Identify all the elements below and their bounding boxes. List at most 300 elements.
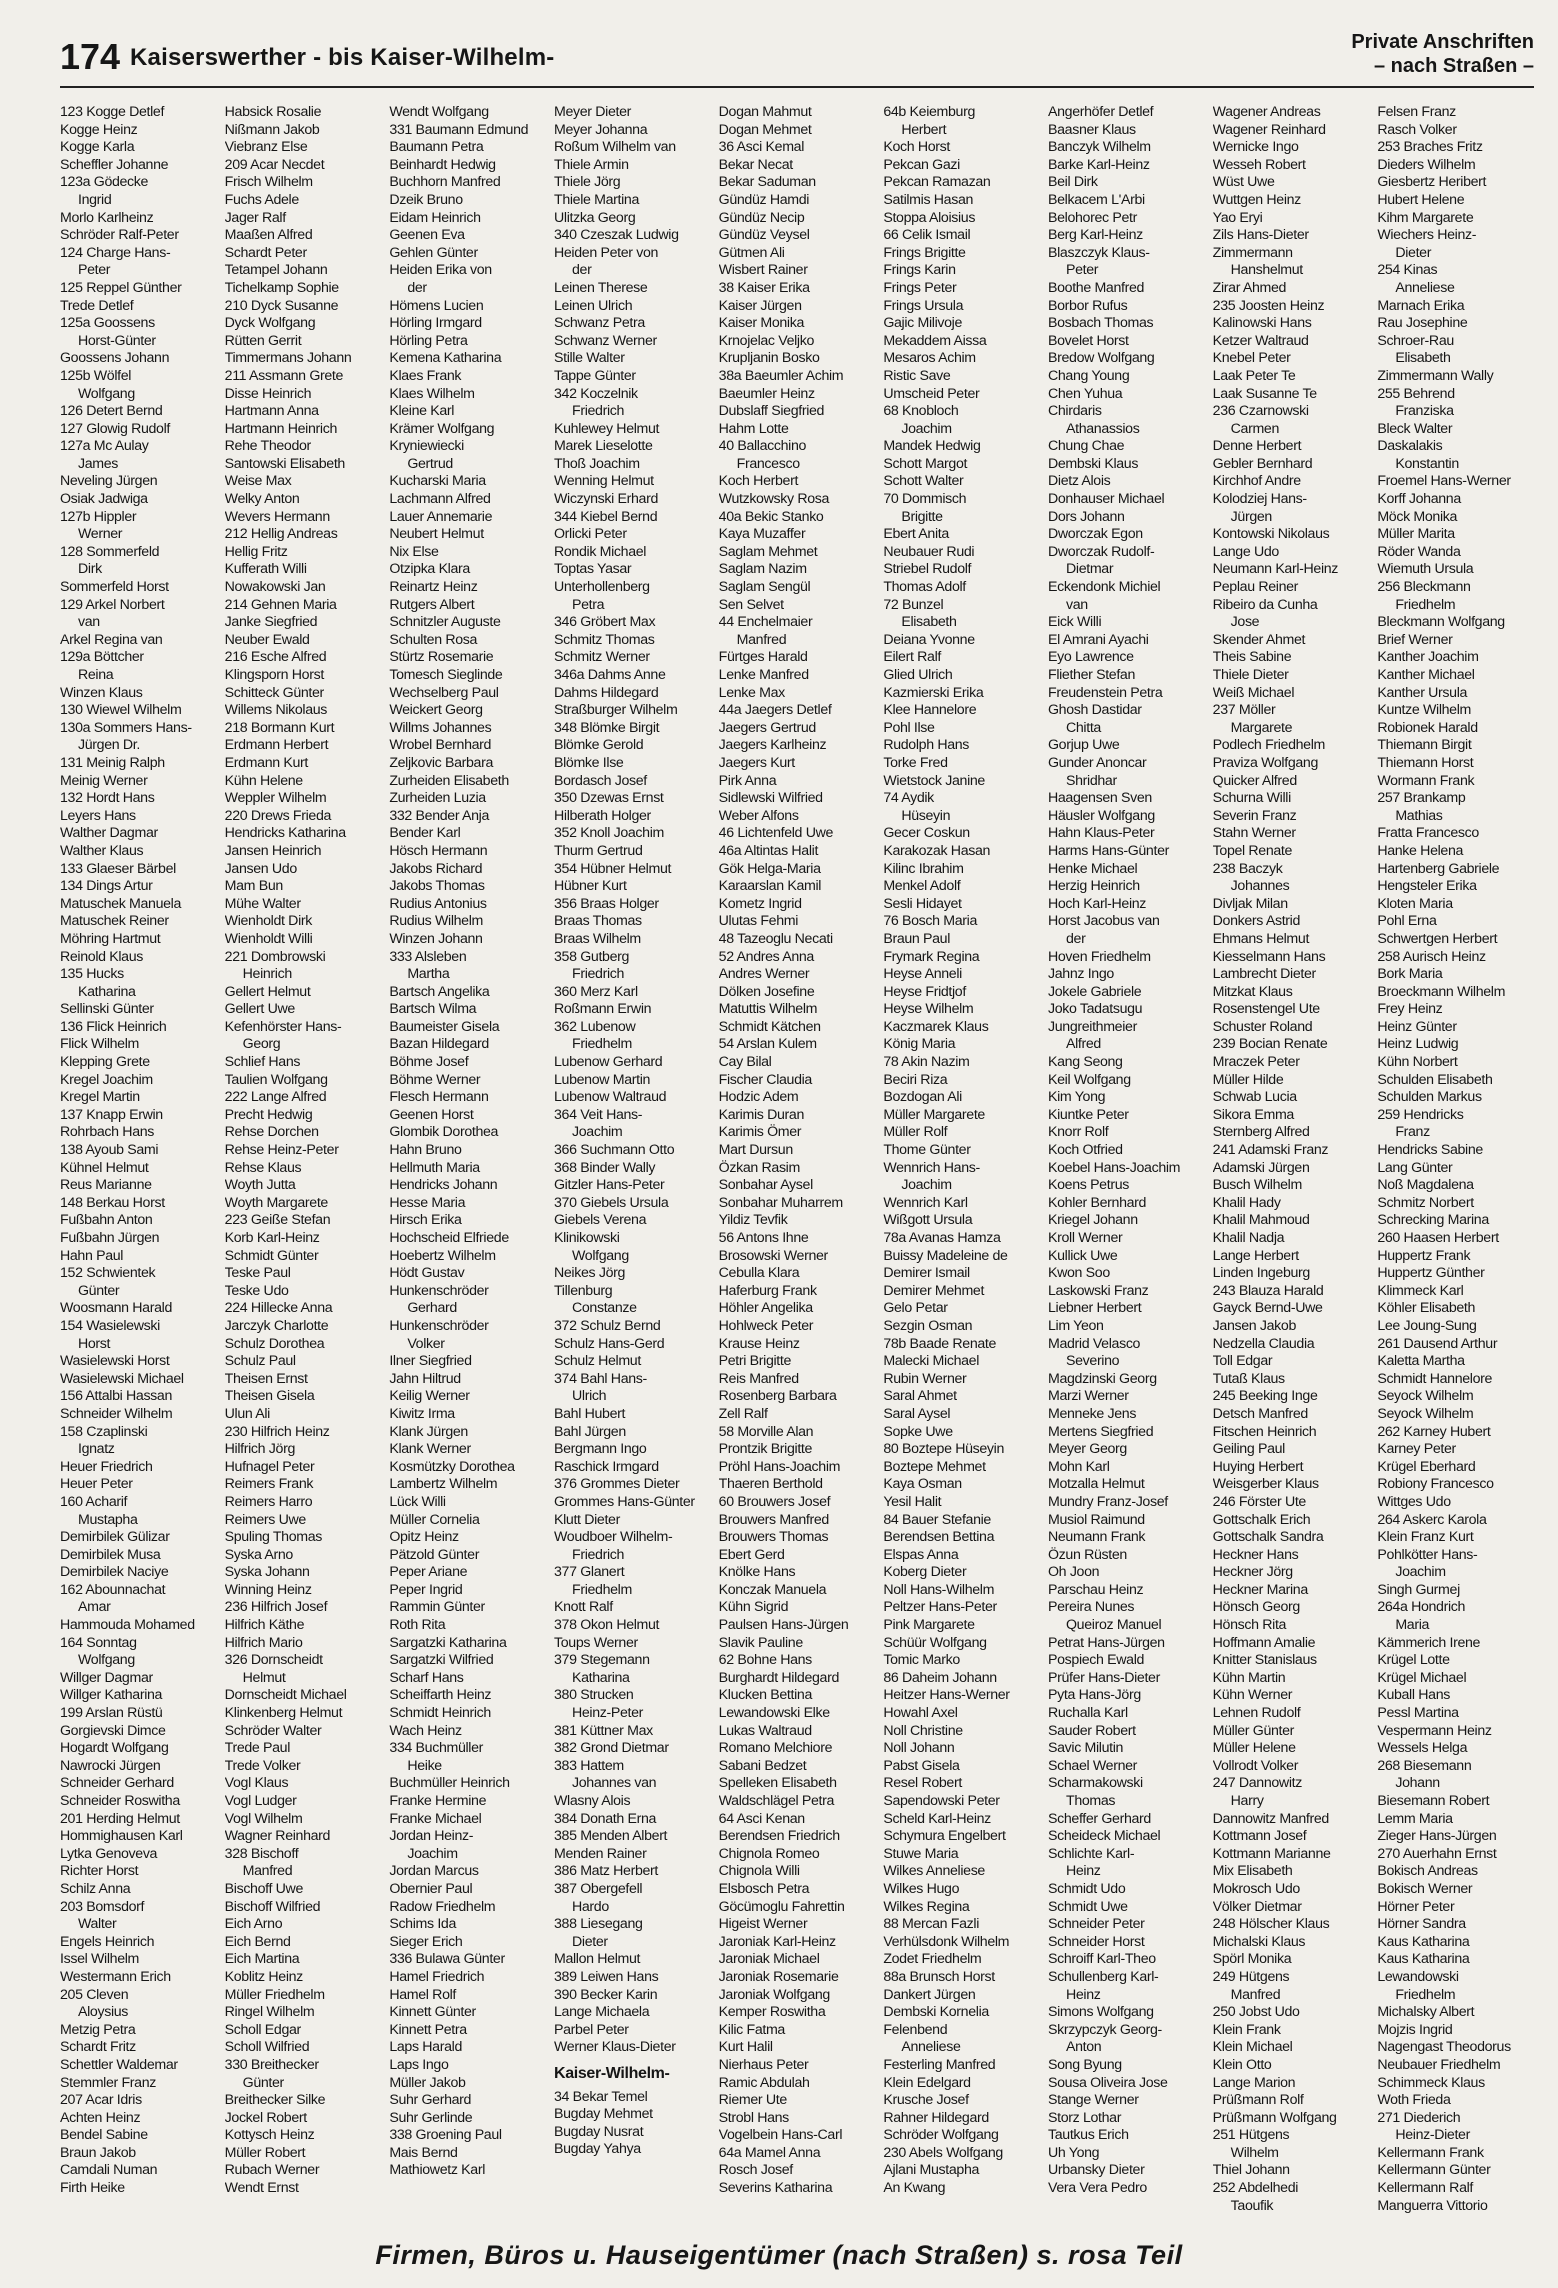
entry-continuation: Friedrich [572, 966, 625, 983]
directory-entry: Krusche Josef [883, 2092, 969, 2109]
directory-entry: Quicker Alfred [1212, 772, 1297, 789]
directory-entry: Bartsch Angelika [389, 983, 490, 1000]
directory-entry: Neubauer Friedhelm [1377, 2056, 1501, 2073]
directory-entry: Bozdogan Ali [883, 1089, 962, 1106]
entry-continuation: der [1066, 930, 1086, 947]
directory-entry: Reimers Frank [224, 1476, 314, 1493]
directory-entry: 387 Obergefell [554, 1880, 643, 1897]
directory-entry: Hammouda Mohamed [60, 1617, 195, 1634]
directory-entry: Kaus Katharina [1377, 1951, 1470, 1968]
entry-continuation: Heinz-Dieter [1395, 2127, 1470, 2144]
directory-entry: Kohler Bernhard [1048, 1194, 1147, 1211]
directory-entry: Seyock Wilhelm [1377, 1405, 1474, 1422]
directory-entry: Freudenstein Petra [1048, 684, 1163, 701]
directory-entry: Kinnett Petra [389, 2021, 467, 2038]
directory-entry: Heckner Hans [1212, 1546, 1299, 1563]
directory-entry: Kuntze Wilhelm [1377, 702, 1471, 719]
directory-entry: Pätzold Günter [389, 1546, 480, 1563]
directory-entry: Jungreithmeier [1048, 1018, 1137, 1035]
directory-entry: Wennrich Hans- [883, 1159, 980, 1176]
directory-entry: 88a Brunsch Horst [883, 1968, 995, 1985]
entry-continuation: Hanshelmut [1230, 262, 1303, 279]
directory-entry: Hanke Helena [1377, 842, 1464, 859]
directory-entry: Jansen Jakob [1212, 1317, 1297, 1334]
directory-entry: Fußbahn Anton [60, 1212, 153, 1229]
directory-entry: Kufferath Willi [224, 561, 307, 578]
page-number: 174 [60, 36, 121, 77]
directory-entry: Heinz Ludwig [1377, 1036, 1459, 1053]
directory-entry: Hubert Helene [1377, 191, 1465, 208]
directory-entry: Flesch Hermann [389, 1089, 489, 1106]
directory-entry: Karakozak Hasan [883, 842, 991, 859]
directory-entry: Boztepe Mehmet [883, 1458, 986, 1475]
directory-entry: Matuttis Wilhelm [718, 1001, 818, 1018]
directory-entry: Manguerra Vittorio [1377, 2197, 1488, 2214]
entry-continuation: Volker [407, 1335, 445, 1352]
directory-entry: Keilig Werner [389, 1388, 470, 1405]
directory-entry: Vespermann Heinz [1377, 1722, 1492, 1739]
directory-entry: 135 Hucks [60, 966, 124, 983]
directory-entry: Belkacem L'Arbi [1048, 191, 1145, 208]
directory-entry: Dietz Alois [1048, 473, 1111, 490]
directory-entry: Leyers Hans [60, 807, 136, 824]
directory-entry: Zurheiden Luzia [389, 790, 486, 807]
directory-entry: Sellinski Günter [60, 1001, 154, 1018]
street-heading: Kaiser-Wilhelm- [554, 2064, 670, 2082]
directory-entry: Donkers Astrid [1212, 913, 1301, 930]
directory-entry: Erdmann Herbert [224, 737, 329, 754]
directory-entry: Kurt Halil [718, 2039, 773, 2056]
directory-entry: Jaroniak Rosemarie [718, 1968, 839, 1985]
directory-entry: 348 Blömke Birgit [554, 719, 660, 736]
directory-entry: Klingsporn Horst [224, 667, 324, 683]
directory-entry: Weickert Georg [389, 702, 483, 719]
directory-entry: Meyer Johanna [554, 121, 648, 138]
directory-entry: Klein Otto [1212, 2056, 1272, 2073]
directory-entry: Sargatzki Wilfried [389, 1652, 494, 1669]
directory-entry: 236 Hilfrich Josef [224, 1599, 328, 1616]
directory-entry: Heuer Friedrich [60, 1458, 153, 1475]
directory-entry: Rubin Werner [883, 1370, 967, 1387]
directory-entry: Krause Heinz [718, 1335, 800, 1352]
directory-entry: Möck Monika [1377, 508, 1458, 525]
entry-continuation: Walter [78, 1916, 117, 1933]
directory-entry: Pekcan Ramazan [883, 174, 991, 191]
entry-continuation: Martha [407, 966, 450, 983]
directory-entry: 74 Aydik [883, 790, 934, 807]
directory-entry: Bugday Mehmet [554, 2106, 653, 2123]
directory-entry: 328 Bischoff [224, 1845, 299, 1862]
directory-entry: Yildiz Tevfik [718, 1212, 788, 1229]
directory-entry: Trede Detlef [60, 297, 134, 314]
entry-continuation: Jose [1230, 614, 1260, 631]
directory-entry: 80 Boztepe Hüseyin [883, 1441, 1005, 1458]
directory-entry: Brouwers Thomas [718, 1529, 829, 1546]
directory-entry: Scholl Edgar [224, 2021, 301, 2038]
directory-entry: 130 Wiewel Wilhelm [60, 702, 182, 719]
directory-entry: Hübner Kurt [554, 878, 627, 895]
directory-entry: Reinartz Heinz [389, 579, 478, 596]
directory-entry: Matuschek Manuela [60, 895, 182, 912]
directory-entry: Frings Peter [883, 279, 957, 296]
directory-entry: Malecki Michael [883, 1353, 979, 1370]
directory-entry: Kaczmarek Klaus [883, 1018, 989, 1035]
directory-entry: Schims Ida [389, 1916, 457, 1933]
directory-entry: 356 Braas Holger [554, 895, 659, 912]
directory-entry: Kottmann Marianne [1212, 1845, 1331, 1862]
entry-continuation: Heinz [1066, 1986, 1101, 2003]
directory-entry: Häusler Wolfgang [1048, 807, 1155, 824]
directory-entry: Khalil Nadja [1212, 1230, 1285, 1246]
directory-entry: Buissy Madeleine de [883, 1247, 1008, 1264]
directory-entry: Neumann Karl-Heinz [1212, 561, 1339, 578]
directory-entry: Skender Ahmet [1212, 631, 1306, 648]
directory-entry: Winzen Johann [389, 930, 483, 947]
directory-entry: Schitteck Günter [224, 684, 324, 701]
directory-entry: Belohorec Petr [1048, 209, 1137, 226]
directory-entry: Schneider Gerhard [60, 1775, 174, 1792]
directory-entry: Bredow Wolfgang [1048, 350, 1155, 367]
directory-entry: Geenen Eva [389, 227, 465, 244]
directory-entry: Mart Dursun [718, 1142, 793, 1159]
directory-entry: Pohlkötter Hans- [1377, 1546, 1478, 1563]
directory-entry: 152 Schwientek [60, 1265, 156, 1282]
directory-entry: Grommes Hans-Günter [554, 1493, 695, 1510]
directory-entry: 44a Jaegers Detlef [718, 702, 832, 719]
directory-entry: Gelo Petar [883, 1300, 948, 1317]
directory-entry: Pekcan Gazi [883, 156, 960, 173]
directory-entry: Heyse Wilhelm [883, 1001, 974, 1018]
directory-entry: Jockel Robert [224, 2109, 307, 2126]
directory-entry: Kühn Martin [1212, 1669, 1286, 1686]
entry-continuation: Mustapha [78, 1511, 138, 1528]
directory-entry: Kellermann Günter [1377, 2162, 1491, 2179]
directory-entry: 40 Ballacchino [718, 438, 807, 455]
directory-entry: Toll Edgar [1212, 1353, 1273, 1370]
directory-entry: 230 Hilfrich Heinz [224, 1423, 330, 1440]
directory-entry: Umscheid Peter [883, 385, 980, 402]
directory-entry: 257 Brankamp [1377, 790, 1466, 807]
directory-entry: 220 Drews Frieda [224, 807, 332, 824]
directory-entry: Woyth Jutta [224, 1177, 296, 1194]
footer-note: Firmen, Büros u. Hauseigentümer (nach Straßen) s. rosa Teil [375, 2240, 1183, 2270]
entry-continuation: Dieter [572, 1933, 608, 1950]
directory-entry: Hartmann Anna [224, 403, 319, 420]
directory-entry: Marnach Erika [1377, 297, 1465, 314]
directory-entry: Keil Wolfgang [1048, 1071, 1131, 1088]
directory-entry: Schardt Fritz [60, 2039, 136, 2056]
entry-continuation: Friedhelm [572, 1581, 632, 1598]
directory-entry: Sternberg Alfred [1212, 1124, 1310, 1141]
directory-entry: Hendricks Katharina [224, 825, 346, 842]
directory-entry: 138 Ayoub Sami [60, 1142, 159, 1159]
directory-entry: Kriegel Johann [1048, 1212, 1138, 1229]
entry-continuation: van [1066, 596, 1088, 613]
directory-entry: 48 Tazeoglu Necati [718, 930, 833, 947]
directory-entry: Bugday Yahya [554, 2141, 641, 2158]
directory-entry: Musiol Raimund [1048, 1511, 1145, 1528]
directory-entry: Reimers Harro [224, 1493, 313, 1510]
directory-entry: 125b Wölfel [60, 367, 132, 384]
page-title: Kaiserswerther - bis Kaiser-Wilhelm- [130, 44, 555, 71]
directory-entry: Mam Bun [224, 878, 283, 895]
directory-entry: Marek Lieselotte [554, 438, 653, 455]
directory-entry: Kanther Joachim [1377, 649, 1479, 666]
directory-entry: Rudolph Hans [883, 737, 970, 754]
directory-entry: 239 Bocian Renate [1212, 1036, 1328, 1053]
entry-continuation: der [407, 279, 427, 296]
directory-entry: Roth Rita [389, 1617, 446, 1634]
directory-entry: Klee Hannelore [883, 702, 977, 719]
directory-entry: Rosenberg Barbara [718, 1388, 837, 1405]
directory-entry: 58 Morville Alan [718, 1423, 814, 1440]
directory-entry: Kryniewiecki [389, 438, 464, 455]
directory-entry: Peper Ariane [389, 1564, 468, 1581]
directory-entry: Vogl Klaus [224, 1775, 289, 1792]
directory-entry: Schlief Hans [224, 1054, 301, 1071]
directory-entry: Singh Gurmej [1377, 1581, 1460, 1598]
directory-entry: Ajlani Mustapha [883, 2162, 980, 2179]
directory-entry: 250 Jobst Udo [1212, 2004, 1300, 2021]
directory-entry: Bischoff Wilfried [224, 1898, 321, 1915]
directory-entry: 248 Hölscher Klaus [1212, 1916, 1330, 1933]
directory-entry: Jaroniak Michael [718, 1951, 820, 1968]
directory-entry: 158 Czaplinski [60, 1423, 148, 1440]
directory-entry: Yao Eryi [1212, 209, 1263, 226]
directory-entry: Fliether Stefan [1048, 667, 1136, 683]
directory-entry: Stange Werner [1048, 2092, 1139, 2109]
directory-entry: Eich Arno [224, 1916, 283, 1933]
directory-entry: Kregel Joachim [60, 1071, 153, 1088]
directory-entry: 390 Becker Karin [554, 1986, 658, 2003]
directory-entry: Winning Heinz [224, 1581, 312, 1598]
directory-entry: Hahn Paul [60, 1247, 124, 1264]
directory-entry: 376 Grommes Dieter [554, 1476, 680, 1493]
directory-entry: Weber Alfons [718, 807, 799, 824]
directory-entry: Rosch Josef [718, 2162, 793, 2179]
directory-entry: Hohlweck Peter [718, 1317, 814, 1334]
directory-entry: 134 Dings Artur [60, 878, 153, 895]
directory-entry: Song Byung [1048, 2056, 1122, 2073]
directory-entry: Camdali Numan [60, 2162, 158, 2179]
directory-entry: Hörner Sandra [1377, 1916, 1466, 1933]
directory-entry: Pohl Ilse [883, 719, 935, 736]
directory-entry: Pereira Nunes [1048, 1599, 1135, 1616]
entry-continuation: Joachim [1395, 1564, 1446, 1581]
directory-entry: Dieders Wilhelm [1377, 156, 1476, 173]
directory-entry: Chen Yuhua [1048, 385, 1123, 402]
directory-entry: Madrid Velasco [1048, 1335, 1141, 1352]
directory-entry: Breithecker Silke [224, 2092, 326, 2109]
entry-continuation: Manfred [242, 1863, 293, 1880]
directory-entry: Klimmeck Karl [1377, 1282, 1464, 1299]
directory-entry: Heiden Peter von [554, 244, 659, 261]
directory-entry: Flick Wilhelm [60, 1036, 139, 1053]
directory-entry: 350 Dzewas Ernst [554, 790, 664, 807]
directory-entry: Schwertgen Herbert [1377, 930, 1498, 947]
directory-entry: Wutzkowsky Rosa [718, 491, 830, 508]
directory-entry: Schurna Willi [1212, 790, 1291, 807]
directory-entry: Hoebertz Wilhelm [389, 1247, 496, 1264]
directory-entry: Vogelbein Hans-Carl [718, 2127, 843, 2144]
directory-entry: Michalski Klaus [1212, 1933, 1306, 1950]
entry-continuation: Wolfgang [572, 1247, 629, 1264]
directory-entry: Hartmann Heinrich [224, 420, 337, 437]
directory-entry: Wittges Udo [1377, 1493, 1451, 1510]
directory-entry: Schardt Peter [224, 244, 307, 261]
directory-entry: Dubslaff Siegfried [718, 403, 825, 420]
directory-entry: 203 Bomsdorf [60, 1898, 145, 1915]
directory-entry: 214 Gehnen Maria [224, 596, 337, 613]
entry-continuation: Dietmar [1066, 561, 1114, 578]
directory-entry: 126 Detert Bernd [60, 403, 163, 420]
entry-continuation: James [78, 455, 119, 472]
directory-entry: Sidlewski Wilfried [718, 790, 823, 807]
directory-entry: Dworczak Egon [1048, 526, 1143, 543]
directory-entry: Winzen Klaus [60, 684, 143, 701]
directory-entry: Müller Rolf [883, 1124, 948, 1141]
directory-entry: Frisch Wilhelm [224, 174, 313, 191]
directory-entry: Wechselberg Paul [389, 684, 499, 701]
directory-entry: Laps Ingo [389, 2056, 449, 2073]
directory-entry: Rau Josephine [1377, 315, 1468, 332]
directory-entry: 271 Diederich [1377, 2109, 1461, 2126]
directory-entry: Schneider Roswitha [60, 1793, 180, 1809]
directory-entry: 352 Knoll Joachim [554, 825, 664, 842]
directory-entry: Savic Milutin [1048, 1740, 1124, 1757]
directory-entry: Mix Elisabeth [1212, 1863, 1293, 1880]
entry-continuation: Alfred [1066, 1036, 1101, 1053]
directory-entry: 249 Hütgens [1212, 1968, 1290, 1985]
directory-entry: Laps Harald [389, 2039, 462, 2056]
directory-entry: Peltzer Hans-Peter [883, 1599, 997, 1616]
directory-entry: Opitz Heinz [389, 1529, 459, 1546]
directory-entry: Böhme Werner [389, 1071, 481, 1088]
entry-continuation: Peter [78, 262, 111, 279]
entry-continuation: Joachim [901, 1177, 952, 1194]
directory-entry: 224 Hillecke Anna [224, 1300, 333, 1317]
directory-entry: 358 Gutberg [554, 948, 630, 965]
directory-entry: Tappe Günter [554, 367, 636, 384]
directory-entry: Schuster Roland [1212, 1018, 1313, 1035]
directory-entry: Schmidt Uwe [1048, 1898, 1128, 1915]
directory-entry: Denne Herbert [1212, 438, 1302, 455]
directory-entry: Chirdaris [1048, 403, 1102, 420]
directory-entry: Krämer Wolfgang [389, 420, 495, 437]
entry-continuation: Anton [1066, 2039, 1102, 2056]
directory-entry: Eilert Ralf [883, 649, 941, 666]
directory-entry: Hilfrich Käthe [224, 1617, 305, 1634]
directory-entry: 254 Kinas [1377, 262, 1438, 279]
directory-entry: Wevers Hermann [224, 508, 330, 525]
directory-column [554, 104, 711, 2224]
directory-entry: 124 Charge Hans- [60, 244, 171, 261]
directory-entry: Heuer Peter [60, 1476, 133, 1493]
directory-entry: Herzig Heinrich [1048, 878, 1140, 895]
directory-entry: 201 Herding Helmut [60, 1810, 180, 1827]
directory-entry: Parschau Heinz [1048, 1581, 1144, 1598]
directory-entry: Hodzic Adem [718, 1089, 799, 1106]
directory-entry: An Kwang [883, 2180, 946, 2197]
directory-entry: Wrobel Bernhard [389, 737, 492, 754]
directory-entry: Schroer-Rau [1377, 332, 1454, 349]
directory-entry: Lang Günter [1377, 1159, 1453, 1176]
directory-entry: Sezgin Osman [883, 1317, 973, 1334]
directory-entry: Rondik Michael [554, 543, 647, 560]
directory-entry: Nißmann Jakob [224, 121, 320, 138]
directory-column [389, 104, 546, 2224]
directory-entry: Klaes Wilhelm [389, 385, 475, 402]
directory-entry: Klepping Grete [60, 1054, 150, 1071]
directory-entry: Santowski Elisabeth [224, 455, 345, 472]
directory-entry: Harms Hans-Günter [1048, 842, 1169, 859]
directory-entry: Kalinowski Hans [1212, 315, 1312, 332]
directory-entry: Kogge Karla [60, 139, 135, 156]
directory-entry: Scheffer Gerhard [1048, 1810, 1151, 1827]
directory-entry: Fürtges Harald [718, 649, 808, 666]
directory-entry: Schwanz Werner [554, 332, 657, 349]
directory-entry: Röder Wanda [1377, 543, 1461, 560]
directory-entry: Bosbach Thomas [1048, 315, 1154, 332]
directory-entry: 261 Dausend Arthur [1377, 1335, 1498, 1352]
directory-entry: Weppler Wilhelm [224, 790, 327, 807]
directory-entry: Koch Otfried [1048, 1142, 1123, 1159]
directory-entry: Brosowski Werner [718, 1247, 828, 1264]
directory-entry: Khalil Hady [1212, 1194, 1281, 1211]
directory-entry: Pirk Anna [718, 772, 777, 789]
entry-continuation: Queiroz Manuel [1066, 1617, 1162, 1634]
directory-entry: Bendel Sabine [60, 2127, 148, 2144]
directory-entry: Wormann Frank [1377, 772, 1475, 789]
directory-entry: Detsch Manfred [1212, 1405, 1308, 1422]
directory-entry: Festerling Manfred [883, 2056, 996, 2073]
directory-entry: Wendt Wolfgang [389, 104, 489, 120]
directory-entry: 354 Hübner Helmut [554, 860, 672, 877]
directory-entry: Cay Bilal [718, 1054, 772, 1071]
directory-entry: Chang Young [1048, 367, 1130, 384]
directory-entry: Hönsch Rita [1212, 1617, 1287, 1634]
directory-entry: Ristic Save [883, 367, 951, 384]
entry-continuation: Wolfgang [78, 1652, 135, 1669]
directory-entry: Knebel Peter [1212, 350, 1291, 367]
directory-entry: Rehe Theodor [224, 438, 311, 455]
directory-entry: Lubenow Waltraud [554, 1089, 667, 1106]
directory-entry: Kuhlewey Helmut [554, 420, 660, 437]
directory-entry: 162 Abounnachat [60, 1581, 166, 1598]
directory-entry: Hunkenschröder [389, 1282, 489, 1299]
directory-entry: Mandek Hedwig [883, 438, 981, 455]
directory-entry: Bokisch Andreas [1377, 1863, 1478, 1880]
directory-entry: Krnojelac Veljko [718, 332, 815, 349]
directory-entry: Rahner Hildegard [883, 2109, 989, 2126]
directory-entry: 136 Flick Heinrich [60, 1018, 167, 1035]
directory-entry: Gütmen Ali [718, 244, 785, 261]
directory-entry: 46 Lichtenfeld Uwe [718, 825, 834, 842]
directory-entry: Borbor Rufus [1048, 297, 1128, 314]
directory-entry: Wilkes Hugo [883, 1880, 960, 1897]
entry-continuation: Harry [1230, 1793, 1264, 1809]
directory-entry: Schmitz Norbert [1377, 1194, 1474, 1211]
entry-continuation: Carmen [1230, 420, 1280, 437]
directory-entry: Lange Michaela [554, 2004, 650, 2021]
directory-entry: Fuchs Adele [224, 191, 299, 208]
directory-entry: Jarczyk Charlotte [224, 1317, 329, 1334]
directory-entry: Kontowski Nikolaus [1212, 526, 1330, 543]
directory-entry: 368 Binder Wally [554, 1159, 656, 1176]
directory-entry: Hendricks Johann [389, 1177, 498, 1194]
directory-entry: Korff Johanna [1377, 491, 1461, 508]
directory-entry: Weise Max [224, 473, 292, 490]
